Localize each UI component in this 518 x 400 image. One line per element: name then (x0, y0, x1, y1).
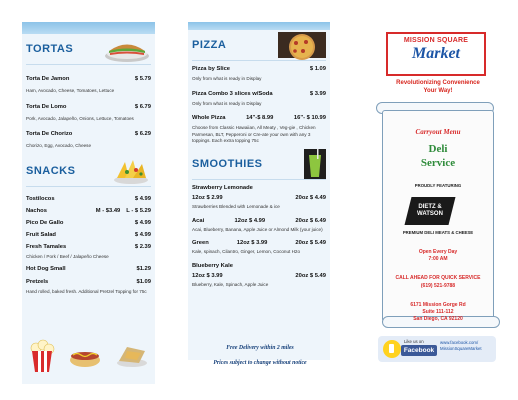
item-description: Chicken / Pork / Beef / Jalapeño Cheese (26, 253, 109, 259)
item-price: $ 2.39 (134, 243, 151, 250)
facebook-url[interactable] (440, 340, 482, 353)
divider (192, 179, 326, 180)
premium-meats: PREMIUM DELI MEATS & CHEESE (402, 230, 474, 235)
store-logo (386, 32, 486, 76)
price-note: Prices subject to change without notice (213, 360, 307, 366)
delivery-note: Free Delivery within 2 miles (226, 345, 294, 351)
smoothies-header (188, 149, 330, 179)
item-name: Pizza Combo 3 slices w/Soda (192, 90, 273, 97)
item-description: Acai, Blueberry, Banana, Apple Juice or Almond Milk (your juice) (192, 226, 323, 232)
item-price-16: 16"- $ 10.99 (293, 115, 326, 122)
tortas-header (22, 34, 155, 64)
open-days: Open Every Day (418, 249, 458, 255)
facebook-url-line1: www.facebook.com/ (440, 340, 479, 345)
menu-item (22, 279, 155, 286)
torta-sandwich-icon (103, 34, 151, 64)
food-images (22, 338, 155, 374)
item-name: Fruit Salad (26, 231, 56, 238)
item-price: $ 3.99 (309, 90, 326, 97)
menu-item (22, 196, 155, 203)
snacks-header (22, 156, 155, 186)
item-description: Pork, Avocado, Jalapeño, Onions, Lettuce, Tomatoes (26, 115, 134, 121)
item-description: Ham, Avocado, Cheese, Tomatoes, Lettuce (26, 87, 115, 93)
address-line2: Suite 111-112 (422, 309, 454, 315)
deli-heading: Deli (428, 143, 448, 155)
pizza-smoothies-panel (188, 22, 330, 360)
snacks-list (22, 187, 155, 296)
item-price: $ 5.79 (134, 76, 151, 82)
open-time: 7:00 AM (428, 256, 448, 262)
facebook-url-line2: MissionSquareMarket (440, 346, 482, 352)
item-name: Torta De Jamon (26, 76, 70, 82)
address-line3: San Diego, CA 92120 (413, 316, 463, 322)
item-price-20oz: 20oz $ 5.49 (295, 272, 326, 279)
logo-market: Market (412, 45, 460, 62)
item-price-12oz: 12oz $ 4.99 (234, 217, 266, 224)
item-description: Hand rolled, baked fresh. Additional Pretzel Topping for 75c (26, 289, 147, 295)
call-ahead: CALL AHEAD FOR QUICK SERVICE (395, 275, 481, 281)
item-name: Acai (192, 217, 205, 224)
item-price-12oz: 12oz $ 3.99 (236, 240, 268, 247)
watson-line: WATSON (417, 211, 443, 217)
item-price-large: L - $ 5.29 (126, 207, 151, 214)
item-name: Fresh Tamales (26, 243, 67, 250)
item-name: Nachos (26, 207, 47, 214)
popcorn-icon (28, 339, 56, 373)
address-line1: 6171 Mission Gorge Rd (410, 302, 466, 308)
menu-item (22, 244, 155, 251)
nachos-icon (111, 156, 151, 186)
menu-item (22, 104, 155, 111)
pizza-header (188, 30, 330, 60)
item-price: $ 1.09 (309, 66, 326, 72)
thumbs-up-icon (383, 340, 401, 358)
item-price: $ 6.29 (134, 131, 151, 138)
item-price: $ 4.99 (134, 231, 151, 238)
dietz-line: DIETZ & (418, 204, 442, 210)
item-price-14: 14"-$ 8.99 (246, 115, 274, 122)
pizza-title: PIZZA (192, 39, 227, 51)
item-name: Green (192, 240, 209, 247)
tortas-snacks-panel (22, 22, 155, 384)
panel-top-bar (22, 22, 155, 34)
item-name: Whole Pizza (192, 115, 226, 122)
item-name: Tostilocos (26, 195, 55, 202)
menu-item-sizes (188, 195, 330, 202)
phone-number[interactable]: (619) 521-9788 (420, 283, 456, 289)
menu-item (188, 185, 330, 192)
menu-item (188, 240, 330, 247)
tamale-icon (115, 343, 149, 369)
menu-item (22, 208, 155, 215)
pizza-icon (278, 30, 326, 60)
facebook-like-text: Like us on (404, 339, 424, 344)
hot-dog-icon (68, 343, 102, 369)
tagline-line2: Your Way! (423, 88, 453, 94)
divider (192, 60, 326, 61)
item-description: Only from what is ready in Display (192, 75, 262, 81)
item-price: $ 4.99 (134, 219, 151, 226)
menu-item (188, 66, 330, 73)
facebook-logo[interactable]: Facebook (401, 345, 437, 356)
smoothies-list (188, 185, 330, 288)
tortas-list (22, 65, 155, 150)
item-price: $1.29 (136, 266, 151, 273)
item-description: Blueberry, Kale, Spinach, Apple Juice (192, 281, 269, 287)
item-price-20oz: 20oz $ 5.49 (295, 240, 326, 247)
item-description: Kale, spinach, Cilantro, Ginger, Lemon, Coconut H2o (192, 249, 301, 255)
item-name: Hot Dog Small (26, 266, 66, 273)
carryout-heading: Carryout Menu (415, 128, 461, 136)
panel-top-bar (188, 22, 330, 30)
smoothie-cup-icon (304, 149, 326, 179)
menu-item (22, 131, 155, 138)
item-description: Only from what is ready in Display (192, 100, 262, 106)
tagline-line1: Revolutionizing Convenience (396, 80, 480, 86)
item-description: Strawberries Blended with Lemonade & ice (192, 204, 280, 210)
proudly-featuring: PROUDLY FEATURING (414, 183, 462, 188)
menu-item (188, 91, 330, 98)
item-description: Chorizo, Egg, Avocado, Cheese (26, 143, 92, 149)
item-description: Choose from Classic Hawaiian, All Meaty , Veg-gie , Chicken Parmesan, BLT, Pepperoni or Cre-ate your own with any 3 toppings. Each extra topping 75c (192, 125, 316, 144)
item-name: Torta De Chorizo (26, 131, 73, 138)
item-name: Pretzels (26, 279, 49, 286)
item-price-medium: M - $3.49 (95, 207, 121, 214)
item-price: $ 6.79 (134, 103, 151, 110)
smoothies-title: SMOOTHIES (192, 158, 263, 171)
item-name: Strawberry Lemonade (192, 185, 253, 192)
item-name: Blueberry Kale (192, 262, 233, 269)
item-price-12oz: 12oz $ 2.99 (192, 195, 223, 202)
menu-item (22, 76, 155, 83)
snacks-title: SNACKS (26, 164, 76, 177)
item-name: Pizza by Slice (192, 66, 231, 72)
item-price-20oz: 20oz $ 4.49 (295, 195, 326, 202)
item-price-12oz: 12oz $ 3.99 (192, 272, 223, 279)
item-name: Pico De Gallo (26, 219, 64, 226)
menu-item (188, 218, 330, 225)
tortas-title: TORTAS (26, 43, 74, 55)
item-price: $ 4.99 (134, 195, 151, 202)
item-price-pair (96, 208, 151, 215)
menu-item (22, 266, 155, 273)
item-name: Torta De Lomo (26, 103, 67, 110)
menu-item-sizes (188, 273, 330, 280)
logo-name: MISSION SQUARE (403, 37, 469, 44)
service-heading: Service (420, 157, 456, 169)
item-price-20oz: 20oz $ 6.49 (295, 217, 326, 224)
menu-item (22, 220, 155, 227)
pizza-list (188, 66, 330, 145)
menu-item (188, 115, 330, 122)
item-price: $1.09 (136, 279, 151, 286)
menu-item (188, 263, 330, 270)
menu-item (22, 232, 155, 239)
